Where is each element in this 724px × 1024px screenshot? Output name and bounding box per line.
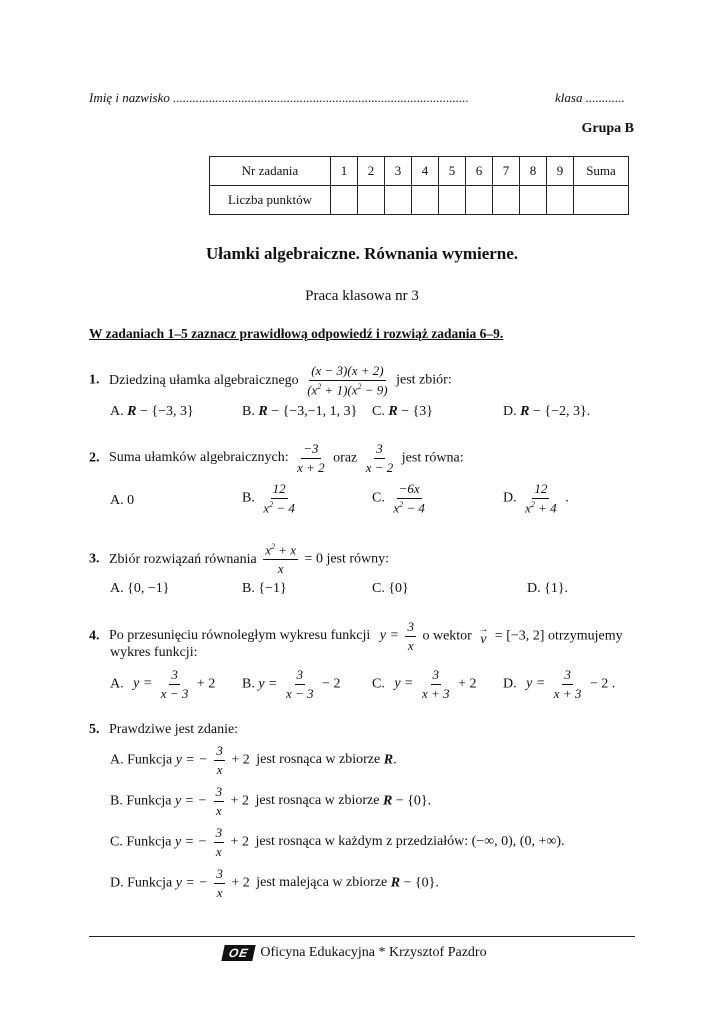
fraction-denominator: x bbox=[215, 802, 222, 818]
class-label: klasa bbox=[555, 90, 583, 105]
option-tail: + 2 bbox=[230, 793, 249, 809]
q4-option-c[interactable] bbox=[372, 668, 476, 700]
score-cell[interactable] bbox=[466, 186, 493, 215]
score-cell[interactable] bbox=[574, 186, 629, 215]
class-field-label bbox=[555, 90, 625, 106]
option-text: jest rosnąca w zbiorze bbox=[256, 752, 381, 768]
score-cell[interactable] bbox=[385, 186, 412, 215]
score-cell[interactable] bbox=[547, 186, 574, 215]
fraction-denominator: x − 3 bbox=[286, 685, 314, 701]
den-part: (x bbox=[307, 381, 318, 397]
option-letter: C. bbox=[372, 404, 385, 419]
fraction-denominator: x − 2 bbox=[365, 459, 394, 475]
question-text-mid: o wektor bbox=[422, 628, 472, 644]
option-letter: B. bbox=[242, 490, 255, 506]
points-table bbox=[209, 156, 629, 215]
score-cell[interactable] bbox=[331, 186, 358, 215]
fraction-numerator: 3 bbox=[295, 668, 306, 685]
column-header: 6 bbox=[466, 157, 493, 186]
question-text: Dziedziną ułamka algebraicznego bbox=[109, 372, 299, 388]
q4-option-d[interactable] bbox=[503, 668, 615, 700]
page-subtitle: Praca klasowa nr 3 bbox=[305, 288, 419, 304]
fraction-denominator: x bbox=[277, 560, 284, 576]
row1-label: Nr zadania bbox=[210, 157, 331, 186]
num-part: x bbox=[265, 542, 271, 558]
fraction-denominator: x + 3 bbox=[553, 685, 582, 701]
fraction-denominator bbox=[305, 381, 389, 397]
fraction bbox=[523, 482, 559, 515]
option-text: jest rosnąca w zbiorze bbox=[255, 793, 380, 809]
fraction-denominator: x + 2 bbox=[297, 459, 325, 475]
fraction-numerator: 12 bbox=[271, 482, 288, 499]
column-header: 7 bbox=[493, 157, 520, 186]
fraction-denominator bbox=[523, 499, 559, 515]
name-label: Imię i nazwisko bbox=[89, 90, 170, 105]
column-header: 4 bbox=[412, 157, 439, 186]
option-tail: + 2 bbox=[196, 676, 216, 692]
math-y: y = bbox=[394, 676, 414, 692]
fraction-numerator: 12 bbox=[532, 482, 549, 499]
den-part: x bbox=[525, 499, 531, 515]
column-header: 2 bbox=[358, 157, 385, 186]
superscript: 2 bbox=[530, 499, 535, 509]
instruction: W zadaniach 1–5 zaznacz prawidłową odpowiedź i rozwiąż zadania 6–9. bbox=[89, 326, 504, 341]
option-text: − {3} bbox=[397, 404, 434, 419]
option-tail: + 2 bbox=[458, 676, 477, 692]
option-prefix: A. Funkcja bbox=[110, 752, 173, 768]
fraction bbox=[214, 785, 225, 817]
publisher-name: Oficyna Edukacyjna * Krzysztof Pazdro bbox=[260, 945, 487, 960]
den-part: − 9) bbox=[361, 381, 388, 397]
fraction-denominator: x bbox=[216, 884, 223, 900]
fraction bbox=[214, 867, 225, 899]
fraction-denominator: x − 3 bbox=[160, 685, 189, 701]
fraction-numerator bbox=[263, 543, 298, 560]
option-tail: + 2 bbox=[231, 875, 250, 891]
math-y: y = bbox=[133, 676, 153, 692]
option-text: − {−3,−1, 1, 3} bbox=[267, 404, 358, 419]
fraction-numerator: 3 bbox=[214, 826, 225, 843]
q2-option-c[interactable] bbox=[372, 482, 430, 515]
score-cell[interactable] bbox=[439, 186, 466, 215]
fraction-denominator: x bbox=[407, 637, 414, 653]
q5-option-c[interactable] bbox=[110, 826, 565, 858]
question-number: 5. bbox=[89, 722, 100, 737]
superscript: 2 bbox=[399, 499, 404, 509]
q5-option-b[interactable] bbox=[110, 785, 431, 817]
option-letter: B. bbox=[242, 676, 255, 692]
q3-option-d[interactable]: D. {1}. bbox=[527, 581, 569, 596]
option-text: − {−2, 3}. bbox=[529, 404, 591, 419]
table-row bbox=[210, 157, 629, 186]
option-text: jest malejąca w zbiorze bbox=[256, 875, 388, 891]
math-y: y = − bbox=[175, 752, 208, 768]
fraction-numerator: 3 bbox=[405, 620, 416, 637]
fraction-numerator: (x − 3)(x + 2) bbox=[309, 364, 385, 381]
fraction-numerator: 3 bbox=[431, 668, 442, 685]
option-letter: D. bbox=[503, 490, 517, 506]
option-letter: C. bbox=[372, 490, 385, 506]
fraction bbox=[214, 744, 225, 776]
class-dots: ............ bbox=[585, 90, 625, 105]
footer-divider bbox=[89, 936, 635, 937]
option-end: − {0}. bbox=[400, 875, 439, 891]
group-label: Grupa B bbox=[581, 121, 634, 136]
den-part: x bbox=[393, 499, 400, 515]
option-letter: D. bbox=[503, 404, 517, 419]
den-part: − 4 bbox=[273, 499, 295, 515]
score-cell[interactable] bbox=[520, 186, 547, 215]
fraction-denominator: x + 3 bbox=[422, 685, 450, 701]
den-part: − 4 bbox=[403, 499, 425, 515]
q3-option-a[interactable]: A. {0, −1} bbox=[110, 581, 170, 596]
q3-option-c[interactable]: C. {0} bbox=[372, 581, 409, 596]
option-letter: A. bbox=[110, 676, 124, 692]
question-text: Prawdziwe jest zdanie: bbox=[109, 722, 239, 737]
math-y: y = − bbox=[174, 834, 208, 850]
column-header: 5 bbox=[439, 157, 466, 186]
fraction bbox=[159, 668, 191, 700]
question-number: 2. bbox=[89, 450, 100, 466]
set-symbol: R bbox=[390, 875, 401, 891]
vector-arrow-icon: → bbox=[478, 624, 489, 636]
q4-option-a[interactable] bbox=[110, 668, 215, 700]
fraction bbox=[552, 668, 584, 700]
fraction-numerator: −3 bbox=[301, 442, 320, 459]
math-y: y = − bbox=[175, 875, 208, 891]
fraction bbox=[261, 482, 297, 515]
q2-option-a[interactable]: A. 0 bbox=[110, 493, 135, 508]
fraction bbox=[214, 826, 225, 858]
fraction bbox=[420, 668, 452, 700]
q4-option-b[interactable] bbox=[242, 668, 340, 700]
q5-option-d[interactable] bbox=[110, 867, 439, 899]
q5-option-a[interactable] bbox=[110, 744, 397, 776]
math-y: y = bbox=[379, 628, 399, 644]
column-header: 1 bbox=[331, 157, 358, 186]
option-end: . bbox=[565, 490, 569, 506]
column-header: 8 bbox=[520, 157, 547, 186]
option-prefix: C. Funkcja bbox=[110, 834, 172, 850]
question-text-end: jest zbiór: bbox=[396, 372, 452, 388]
fraction bbox=[295, 442, 327, 474]
option-tail: − 2 . bbox=[589, 676, 616, 692]
math-y: y = bbox=[258, 676, 278, 692]
fraction-numerator: 3 bbox=[214, 785, 225, 802]
num-part: + x bbox=[275, 542, 297, 558]
fraction bbox=[391, 482, 427, 515]
q2-option-d[interactable] bbox=[503, 482, 569, 515]
fraction-numerator: 3 bbox=[214, 744, 225, 761]
footer bbox=[223, 945, 487, 961]
q4-line2: wykres funkcji: bbox=[110, 645, 198, 660]
option-letter: A. bbox=[110, 404, 124, 419]
fraction-denominator: x bbox=[216, 761, 223, 777]
question-number: 1. bbox=[89, 372, 100, 388]
q1-option-b[interactable] bbox=[242, 404, 357, 420]
den-part: x bbox=[263, 499, 270, 515]
q1-option-d[interactable] bbox=[503, 404, 590, 420]
name-dots: ........................................................................................... bbox=[173, 90, 469, 105]
fraction bbox=[284, 668, 316, 700]
score-cell[interactable] bbox=[493, 186, 520, 215]
superscript: 2 bbox=[269, 499, 274, 509]
fraction-denominator: x bbox=[215, 843, 222, 859]
set-symbol: R bbox=[258, 404, 268, 419]
math-y: y = − bbox=[174, 793, 208, 809]
fraction-numerator: 3 bbox=[562, 668, 573, 685]
q1-option-c[interactable] bbox=[372, 404, 433, 420]
fraction-numerator: 3 bbox=[374, 442, 385, 459]
fraction-numerator: 3 bbox=[169, 668, 180, 685]
vector bbox=[478, 625, 488, 647]
option-end: − {0}. bbox=[392, 793, 432, 809]
question-text-end: = [−3, 2] otrzymujemy bbox=[494, 628, 623, 644]
set-symbol: R bbox=[388, 404, 398, 419]
fraction-denominator bbox=[261, 499, 297, 515]
fraction bbox=[405, 620, 416, 652]
set-symbol: R bbox=[382, 793, 393, 809]
superscript: 2 bbox=[317, 381, 322, 391]
question-3 bbox=[89, 543, 389, 576]
column-header: 3 bbox=[385, 157, 412, 186]
fraction bbox=[263, 543, 298, 576]
question-text-end: jest równa: bbox=[401, 450, 464, 466]
fraction-denominator bbox=[391, 499, 427, 515]
set-symbol: R bbox=[520, 404, 530, 419]
page-title: Ułamki algebraiczne. Równania wymierne. bbox=[205, 244, 519, 263]
q3-option-b[interactable]: B. {−1} bbox=[242, 581, 287, 596]
question-text-mid: oraz bbox=[333, 450, 358, 466]
column-header: 9 bbox=[547, 157, 574, 186]
table-row bbox=[210, 186, 629, 215]
option-prefix: B. Funkcja bbox=[110, 793, 172, 809]
fraction-numerator: −6x bbox=[397, 482, 422, 499]
question-number: 4. bbox=[89, 628, 100, 644]
publisher-logo-icon: OE bbox=[221, 945, 256, 961]
fraction bbox=[305, 364, 389, 397]
question-text: Suma ułamków algebraicznych: bbox=[109, 450, 289, 466]
q2-option-b[interactable] bbox=[242, 482, 300, 515]
option-tail: − 2 bbox=[322, 676, 341, 692]
option-letter: B. bbox=[242, 404, 255, 419]
question-number: 3. bbox=[89, 551, 100, 567]
vector-symbol: v bbox=[480, 632, 487, 648]
question-2 bbox=[89, 442, 464, 474]
den-part: + 1)(x bbox=[321, 381, 358, 397]
option-prefix: D. Funkcja bbox=[110, 875, 173, 891]
set-symbol: R bbox=[127, 404, 137, 419]
option-letter: D. bbox=[503, 676, 517, 692]
score-cell[interactable] bbox=[412, 186, 439, 215]
question-text: Zbiór rozwiązań równania bbox=[109, 551, 257, 567]
math-y: y = bbox=[526, 676, 546, 692]
superscript: 2 bbox=[271, 542, 275, 551]
den-part: + 4 bbox=[534, 499, 557, 515]
superscript: 2 bbox=[357, 381, 362, 391]
question-1 bbox=[89, 364, 452, 397]
q1-option-a[interactable] bbox=[110, 404, 194, 420]
column-header: Suma bbox=[574, 157, 629, 186]
name-field-label bbox=[89, 90, 469, 106]
score-cell[interactable] bbox=[358, 186, 385, 215]
set-symbol: R bbox=[383, 752, 394, 768]
option-end: . bbox=[393, 752, 397, 768]
question-5 bbox=[89, 722, 238, 738]
option-tail: + 2 bbox=[231, 752, 250, 768]
fraction bbox=[364, 442, 396, 474]
option-letter: C. bbox=[372, 676, 385, 692]
row2-label: Liczba punktów bbox=[210, 186, 331, 215]
question-text: Po przesunięciu równoległym wykresu funkcji bbox=[109, 628, 371, 644]
option-text: jest rosnąca w każdym z przedziałów: (−∞, 0), (0, +∞). bbox=[255, 834, 565, 850]
option-text: − {−3, 3} bbox=[136, 404, 194, 419]
question-text-end: = 0 jest równy: bbox=[304, 551, 390, 567]
option-tail: + 2 bbox=[230, 834, 249, 850]
fraction-numerator: 3 bbox=[214, 867, 225, 884]
